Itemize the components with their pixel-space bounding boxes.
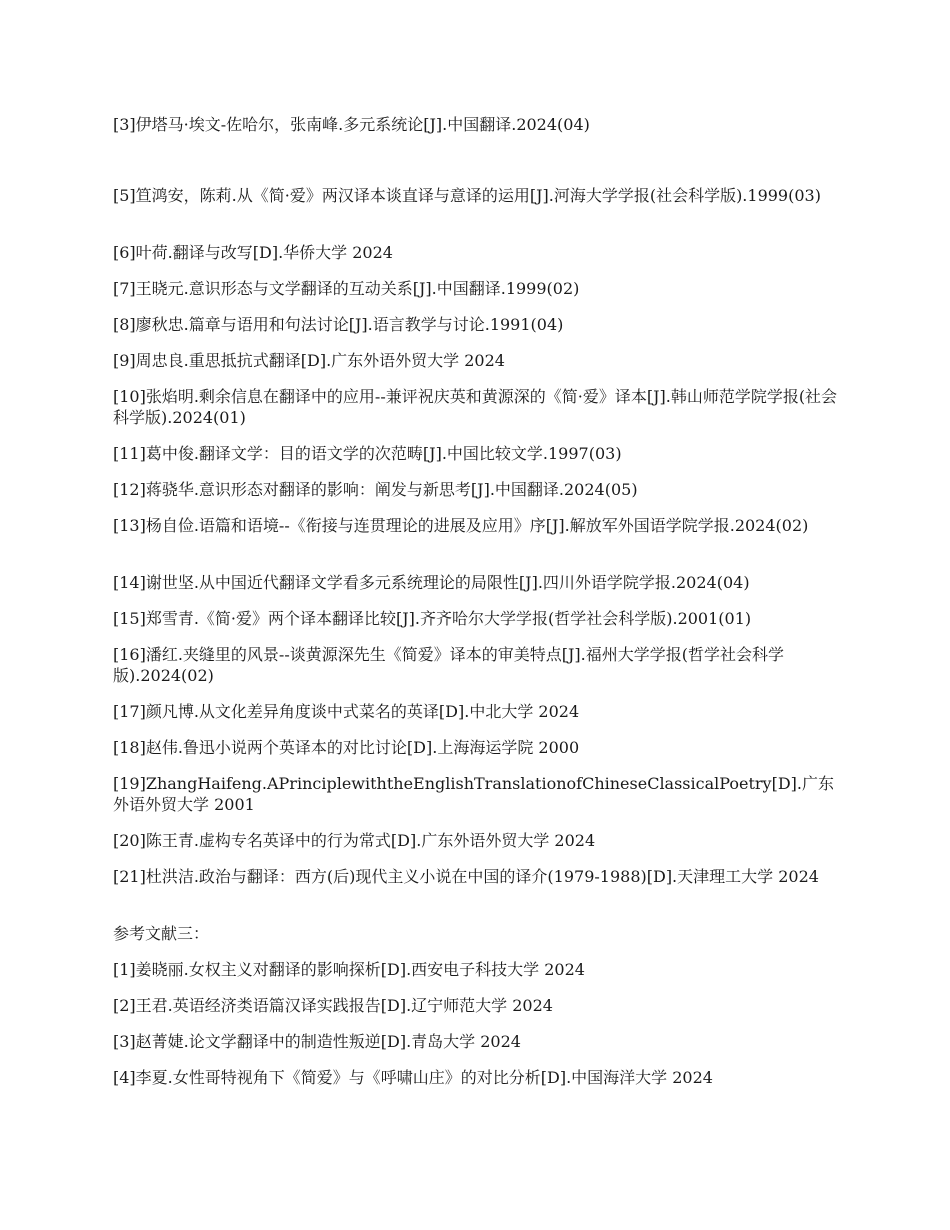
reference-entry: [3]赵菁婕.论文学翻译中的制造性叛逆[D].青岛大学 2024 <box>113 1032 521 1051</box>
reference-entry: [8]廖秋忠.篇章与语用和句法讨论[J].语言教学与讨论.1991(04) <box>113 315 564 334</box>
reference-entry: [3]伊塔马·埃文-佐哈尔，张南峰.多元系统论[J].中国翻译.2024(04) <box>113 115 590 134</box>
reference-entry: [14]谢世坚.从中国近代翻译文学看多元系统理论的局限性[J].四川外语学院学报.2024(04) <box>113 573 750 592</box>
reference-entry: [5]笪鸿安，陈莉.从《简·爱》两汉译本谈直译与意译的运用[J].河海大学学报(社会科学版).1999(03) <box>113 186 821 205</box>
reference-entry: [2]王君.英语经济类语篇汉译实践报告[D].辽宁师范大学 2024 <box>113 996 553 1015</box>
reference-entry: [13]杨自俭.语篇和语境--《衔接与连贯理论的进展及应用》序[J].解放军外国语学院学报.2024(02) <box>113 516 809 535</box>
reference-entry: [11]葛中俊.翻译文学：目的语文学的次范畴[J].中国比较文学.1997(03) <box>113 444 622 463</box>
reference-entry: [17]颜凡博.从文化差异角度谈中式菜名的英译[D].中北大学 2024 <box>113 702 580 721</box>
section-heading: 参考文献三： <box>113 924 210 943</box>
reference-entry: [7]王晓元.意识形态与文学翻译的互动关系[J].中国翻译.1999(02) <box>113 279 580 298</box>
reference-entry: [16]潘红.夹缝里的风景--谈黄源深先生《简爱》译本的审美特点[J].福州大学学报(哲学社会科学版).2024(02) <box>113 645 784 685</box>
reference-entry: [19]ZhangHaifeng.APrinciplewiththeEnglishTranslationofChineseClassicalPoetry[D].广东外语外贸大学 2001 <box>113 774 834 814</box>
reference-entry: [20]陈王青.虚构专名英译中的行为常式[D].广东外语外贸大学 2024 <box>113 831 596 850</box>
reference-entry: [21]杜洪洁.政治与翻译：西方(后)现代主义小说在中国的译介(1979-1988)[D].天津理工大学 2024 <box>113 867 819 886</box>
reference-entry: [15]郑雪青.《简·爱》两个译本翻译比较[J].齐齐哈尔大学学报(哲学社会科学版).2001(01) <box>113 609 752 628</box>
reference-entry: [6]叶荷.翻译与改写[D].华侨大学 2024 <box>113 243 393 262</box>
reference-entry: [12]蒋骁华.意识形态对翻译的影响：阐发与新思考[J].中国翻译.2024(05) <box>113 480 638 499</box>
reference-entry: [18]赵伟.鲁迅小说两个英译本的对比讨论[D].上海海运学院 2000 <box>113 738 580 757</box>
reference-entry: [9]周忠良.重思抵抗式翻译[D].广东外语外贸大学 2024 <box>113 351 505 370</box>
reference-entry: [1]姜晓丽.女权主义对翻译的影响探析[D].西安电子科技大学 2024 <box>113 960 585 979</box>
reference-entry: [10]张焰明.剩余信息在翻译中的应用--兼评祝庆英和黄源深的《简·爱》译本[J].韩山师范学院学报(社会科学版).2024(01) <box>113 387 838 427</box>
reference-entry: [4]李夏.女性哥特视角下《简爱》与《呼啸山庄》的对比分析[D].中国海洋大学 2024 <box>113 1068 713 1087</box>
